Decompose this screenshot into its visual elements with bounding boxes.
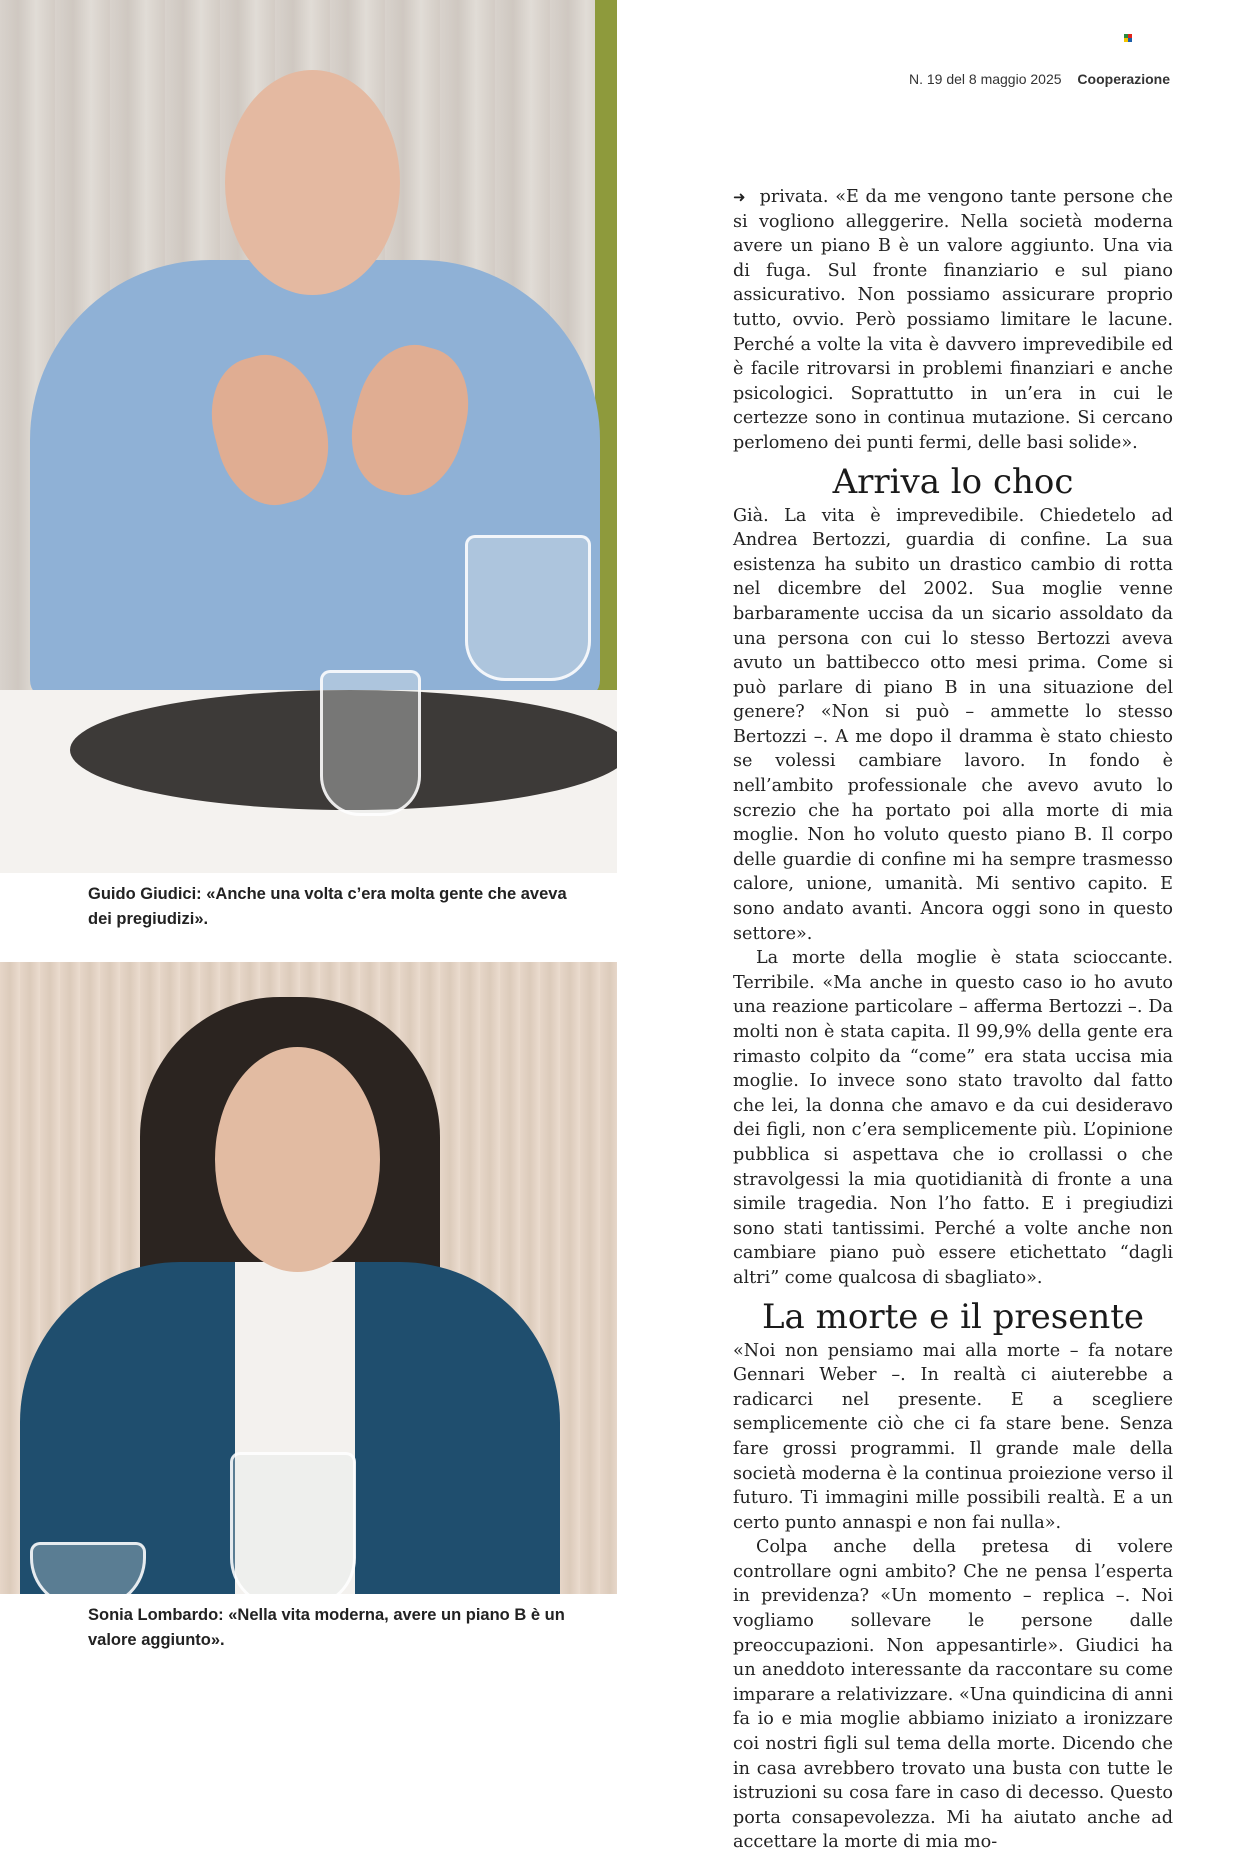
magazine-name: Cooperazione <box>1077 71 1170 87</box>
paragraph: Colpa anche della pretesa di volere controllare ogni ambito? Che ne pensa l’esperta in previdenza? «Un momento – replica –. Noi vogliamo sollevare le persone dalle preoccupazioni. Non appesantirle». Giudici ha un aneddoto interessante da raccontare su come imparare a relativizzare. «Una quindicina di anni fa io e mia moglie abbiamo iniziato a ironizzare coi nostri figli sul tema della morte. Dicendo che in casa avrebbero trovato una busta con tutte le istruzioni su cosa fare in caso di decesso. Questo porta consapevolezza. Mi ha aiutato anche ad accettare la morte di mia mo- <box>733 1537 1173 1853</box>
page-header <box>909 71 1170 87</box>
issue-info: N. 19 del 8 maggio 2025 <box>908 71 1062 87</box>
continuation-arrow-icon: ➜ <box>733 188 746 206</box>
section-heading-2: La morte e il presente <box>761 1296 1145 1337</box>
photo-caption-2: Sonia Lombardo: «Nella vita moderna, avere un piano B è un valore aggiunto». <box>88 1606 565 1649</box>
photo-caption-1: Guido Giudici: «Anche una volta c’era molta gente che aveva dei pregiudizi». <box>88 885 567 928</box>
paragraph: Già. La vita è imprevedibile. Chiedetelo ad Andrea Bertozzi, guardia di confine. La sua esistenza ha subito un drastico cambio di rotta nel dicembre del 2002. Sua moglie venne barbaramente uccisa da un sicario assoldato da una persona con cui lo stesso Bertozzi aveva avuto un battibecco otto mesi prima. Come si può parlare di piano B in una situazione del genere? «Non si può – ammette lo stesso Bertozzi –. A me dopo il dramma è stato chiesto se volessi cambiare lavoro. In fondo è nell’ambito professionale che avevo avuto lo screzio che ha portato poi alla morte di mia moglie. Non ho voluto questo piano B. Il corpo delle guardie di confine mi ha sempre trasmesso calore, unione, umanità. Mi sentivo capito. E sono andato avanti. Ancora oggi sono in questo settore». <box>733 505 1173 944</box>
photo-sonia-lombardo <box>0 962 617 1594</box>
publisher-logo-icon <box>1124 34 1132 42</box>
paragraph: La morte della moglie è stata scioccante. Terribile. «Ma anche in questo caso io ho avuto una reazione particolare – afferma Bertozzi –. Da molti non è stata capita. Il 99,9% della gente era rimasto colpito da “come” era stata uccisa mia moglie. Io invece sono stato travolto dal fatto che lei, la donna che amavo e da cui desideravo dei figli, non c’era semplicemente più. L’opinione pubblica si aspettava che io crollassi o che stravolgessi la mia quotidianità di fronte a una simile tragedia. Non l’ho fatto. E i pregiudizi sono stati tantissimi. Perché a volte anche non cambiare piano può essere etichettato “dagli altri” come qualcosa di sbagliato». <box>733 948 1173 1288</box>
paragraph: «Noi non pensiamo mai alla morte – fa notare Gennari Weber –. In realtà ci aiuterebbe a radicarci nel presente. E a scegliere semplicemente ciò che ci fa stare bene. Senza fare grossi programmi. Il grande male della società moderna è la continua proiezione verso il futuro. Ti immagini mille possibili realtà. E a un certo punto annaspi e non fai nulla». <box>733 1340 1173 1533</box>
photo-guido-giudici <box>0 0 617 873</box>
article-body <box>733 185 1173 1855</box>
paragraph-intro: ➜ privata. «E da me vengono tante persone che si vogliono alleggerire. Nella società moderna avere un piano B è un valore aggiunto. Una via di fuga. Sul fronte finanziario e sul piano assicurativo. Non possiamo assicurare proprio tutto, ovvio. Però possiamo limitare le lacune. Perché a volte la vita è davvero imprevedibile ed è facile ritrovarsi in problemi finanziari e anche psicologici. Soprattutto in un’era in cui le certezze sono in continua mutazione. Si cercano perlomeno dei punti fermi, delle basi solide». <box>733 187 1173 453</box>
section-heading-1: Arriva lo choc <box>832 461 1074 502</box>
